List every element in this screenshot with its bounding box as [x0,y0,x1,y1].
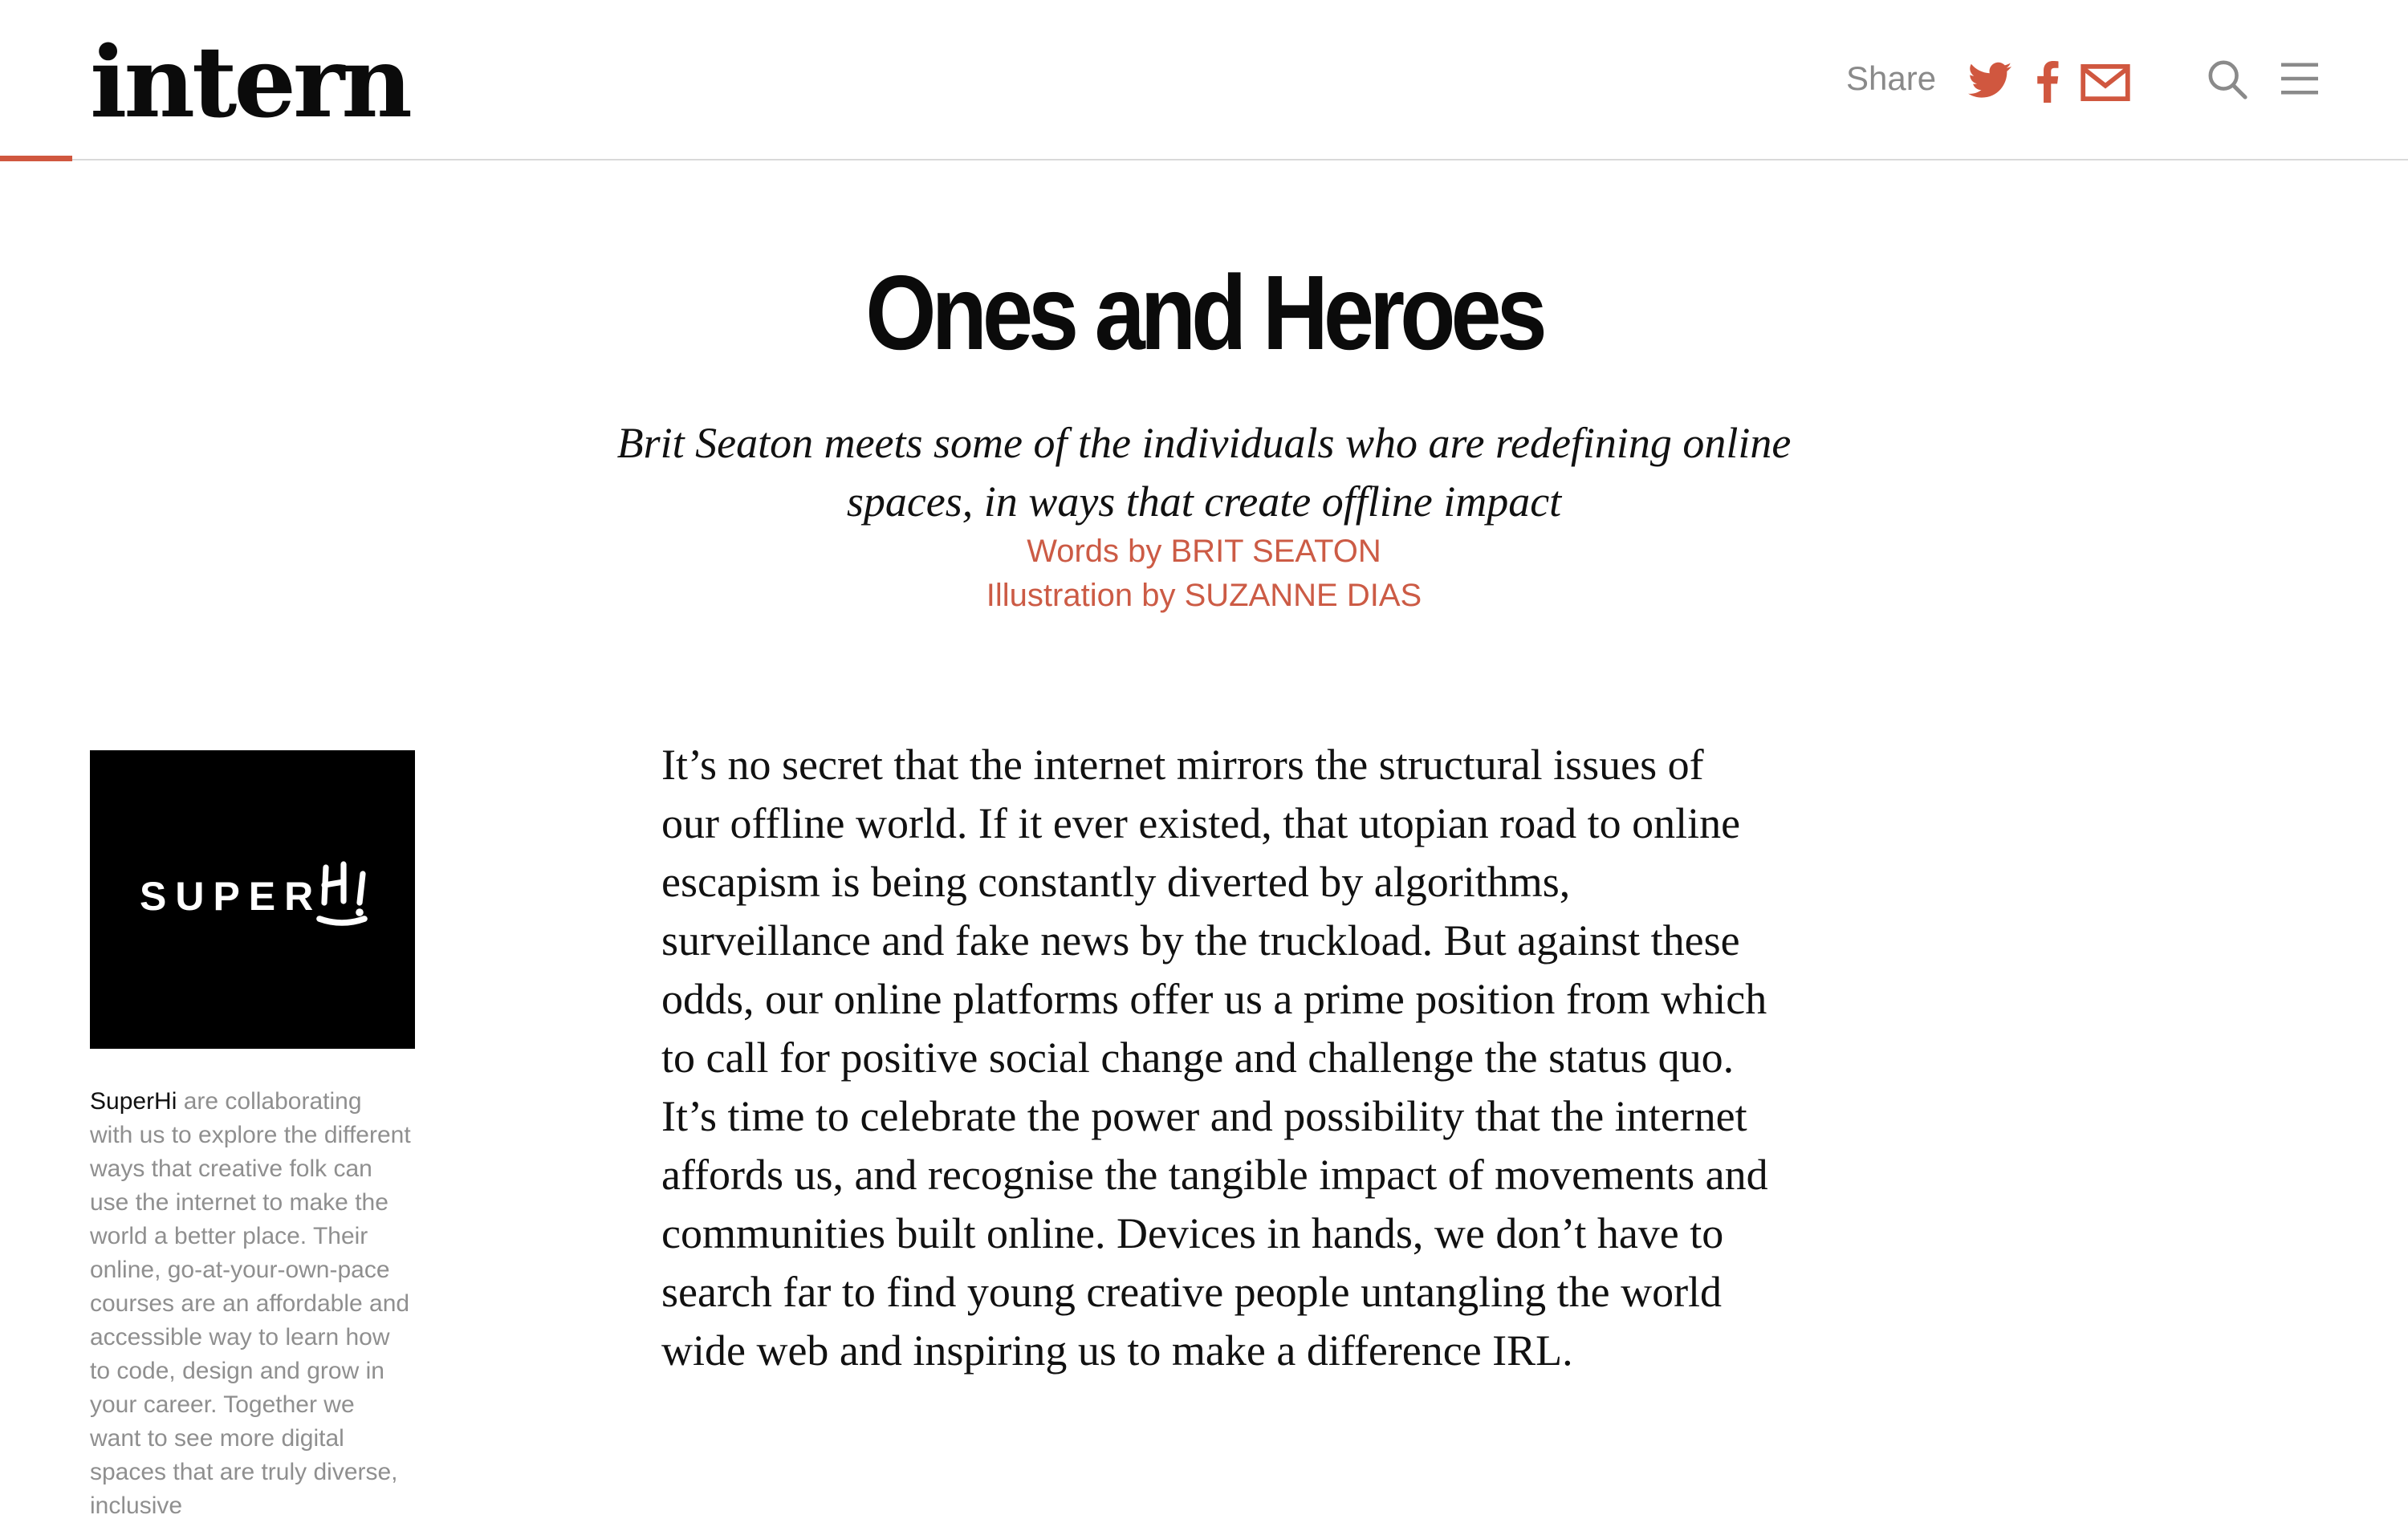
superhi-flourish-icon [316,861,380,928]
article-credits [803,530,1605,618]
reading-progress-bar [0,156,72,161]
search-icon[interactable] [2207,59,2247,100]
superhi-wordmark: SUPER [140,874,323,919]
article-standfirst: Brit Seaton meets some of the individuals who are redefining online spaces, in ways that create offline impact [616,419,1792,526]
partner-description [90,1085,411,1523]
site-logo[interactable]: intern [90,24,409,140]
mail-icon[interactable] [2081,64,2130,101]
body-paragraph: It’s no secret that the internet mirrors the structural issues of our offline world. If it ever existed, that utopian road to online escapism is being constantly diverted by algorithms, surveillance and fake news by the truckload. But against these odds, our online platforms offer us a prime position from which to call for positive social change and challenge the status quo. It’s time to celebrate the power and possibility that the internet affords us, and recognise the tangible impact of movements and communities built online. Devices in hands, we don’t have to search far to find young creative people untangling the world wide web and inspiring us to make a difference IRL. [661,741,1768,1375]
superhi-logo[interactable] [90,750,415,1049]
article-title: Ones and Heroes [865,254,1543,372]
menu-icon[interactable] [2281,61,2318,96]
twitter-icon[interactable] [1968,61,2011,100]
facebook-icon[interactable] [2036,61,2060,103]
illustration-credit[interactable]: Illustration by SUZANNE DIAS [986,578,1422,613]
article-body [661,736,1769,1380]
partner-description-text: are collaborating with us to explore the different ways that creative folk can use the internet to make the world a better place. Their online, go-at-your-own-pace courses are an affordable and accessible way to learn how to code, design and grow in your career. Together we want to see more digital spaces that are truly diverse, inclusive [90,1088,411,1519]
site-header [0,0,2408,160]
partner-name-link[interactable]: SuperHi [90,1088,177,1115]
words-credit[interactable]: Words by BRIT SEATON [1027,534,1381,569]
share-label: Share [1846,59,1937,97]
